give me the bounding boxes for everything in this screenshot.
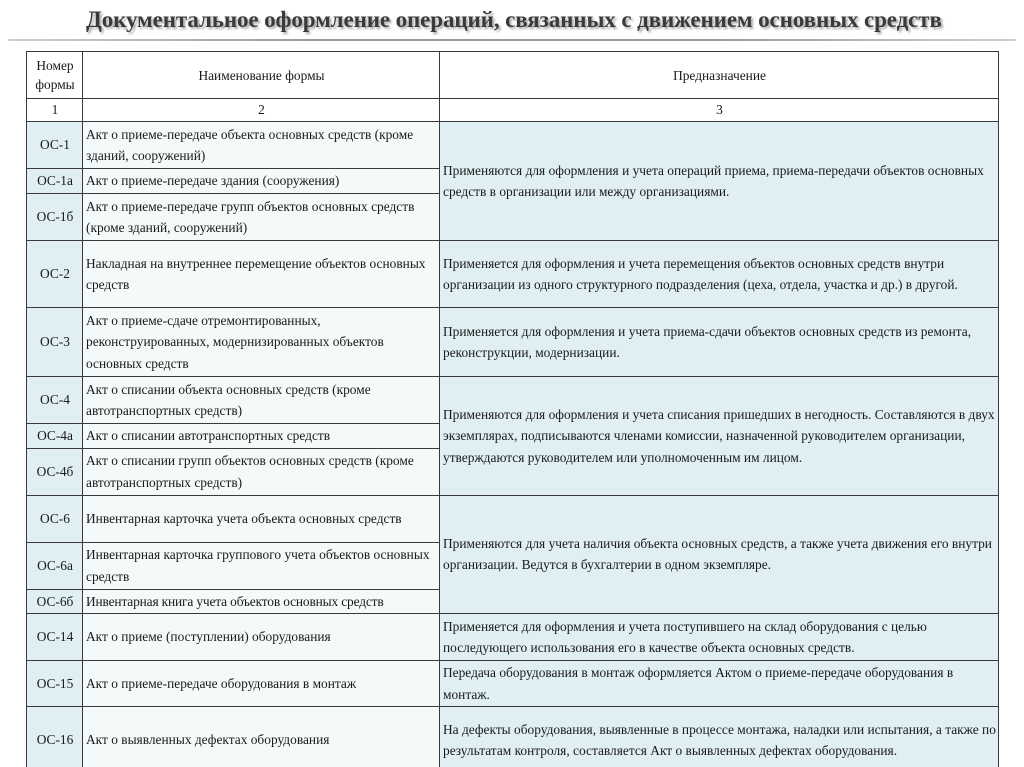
- form-name: Акт о списании автотранспортных средств: [83, 424, 440, 449]
- column-number: 2: [83, 99, 440, 122]
- table-row: [27, 308, 999, 377]
- table-header-row: [27, 52, 999, 99]
- form-code: ОС-6а: [27, 542, 83, 589]
- form-name: Инвентарная книга учета объектов основных средств: [83, 589, 440, 614]
- table-row: [27, 614, 999, 661]
- form-code: ОС-3: [27, 308, 83, 377]
- form-code: ОС-1: [27, 122, 83, 169]
- form-code: ОС-1а: [27, 169, 83, 194]
- table-row: [27, 377, 999, 424]
- form-purpose: На дефекты оборудования, выявленные в процессе монтажа, наладки или испытания, а также по результатам контроля, составляется Акт о выявленных дефектах оборудования.: [440, 707, 999, 767]
- form-name: Акт о приеме-передаче оборудования в монтаж: [83, 661, 440, 707]
- column-number: 3: [440, 99, 999, 122]
- form-name: Акт о списании групп объектов основных средств (кроме автотранспортных средств): [83, 448, 440, 495]
- title-divider: [8, 39, 1016, 41]
- form-name: Акт о приеме-передаче групп объектов основных средств (кроме зданий, сооружений): [83, 194, 440, 241]
- forms-table-container: [26, 51, 998, 767]
- form-name: Акт о выявленных дефектах оборудования: [83, 707, 440, 767]
- header-code: Номер формы: [27, 52, 83, 99]
- form-name: Акт о приеме-передаче здания (сооружения): [83, 169, 440, 194]
- header-name: Наименование формы: [83, 52, 440, 99]
- form-name: Накладная на внутреннее перемещение объектов основных средств: [83, 241, 440, 308]
- column-number-row: [27, 99, 999, 122]
- form-name: Акт о приеме-сдаче отремонтированных, реконструированных, модернизированных объектов основных средств: [83, 308, 440, 377]
- table-row: [27, 495, 999, 542]
- table-row: [27, 122, 999, 169]
- form-code: ОС-4: [27, 377, 83, 424]
- form-code: ОС-6б: [27, 589, 83, 614]
- forms-table: [26, 51, 999, 767]
- form-purpose: Применяются для оформления и учета списания пришедших в негодность. Составляются в двух экземплярах, подписываются членами комиссии, назначенной руководителем организации, утверждаются руководителем или уполномоченным им лицом.: [440, 377, 999, 496]
- form-purpose: Передача оборудования в монтаж оформляется Актом о приеме-передаче оборудования в монтаж.: [440, 661, 999, 707]
- form-code: ОС-2: [27, 241, 83, 308]
- column-number: 1: [27, 99, 83, 122]
- header-purpose: Предназначение: [440, 52, 999, 99]
- form-code: ОС-1б: [27, 194, 83, 241]
- form-name: Инвентарная карточка группового учета объектов основных средств: [83, 542, 440, 589]
- form-purpose: Применяются для оформления и учета операций приема, приема-передачи объектов основных средств в организации или между организациями.: [440, 122, 999, 241]
- form-purpose: Применяется для оформления и учета перемещения объектов основных средств внутри организации из одного структурного подразделения (цеха, отдела, участка и др.) в другой.: [440, 241, 999, 308]
- form-code: ОС-16: [27, 707, 83, 767]
- form-code: ОС-4а: [27, 424, 83, 449]
- table-row: [27, 707, 999, 767]
- form-name: Инвентарная карточка учета объекта основных средств: [83, 495, 440, 542]
- form-code: ОС-14: [27, 614, 83, 661]
- page-title: Документальное оформление операций, связанных с движением основных средств: [86, 7, 942, 32]
- form-code: ОС-6: [27, 495, 83, 542]
- table-row: [27, 661, 999, 707]
- form-purpose: Применяются для учета наличия объекта основных средств, а также учета движения его внутри организации. Ведутся в бухгалтерии в одном экземпляре.: [440, 495, 999, 614]
- form-name: Акт о приеме-передаче объекта основных средств (кроме зданий, сооружений): [83, 122, 440, 169]
- form-name: Акт о приеме (поступлении) оборудования: [83, 614, 440, 661]
- table-row: [27, 241, 999, 308]
- form-code: ОС-4б: [27, 448, 83, 495]
- form-code: ОС-15: [27, 661, 83, 707]
- form-purpose: Применяется для оформления и учета поступившего на склад оборудования с целью последующего использования его в качестве объекта основных средств.: [440, 614, 999, 661]
- form-purpose: Применяется для оформления и учета приема-сдачи объектов основных средств из ремонта, реконструкции, модернизации.: [440, 308, 999, 377]
- form-name: Акт о списании объекта основных средств (кроме автотранспортных средств): [83, 377, 440, 424]
